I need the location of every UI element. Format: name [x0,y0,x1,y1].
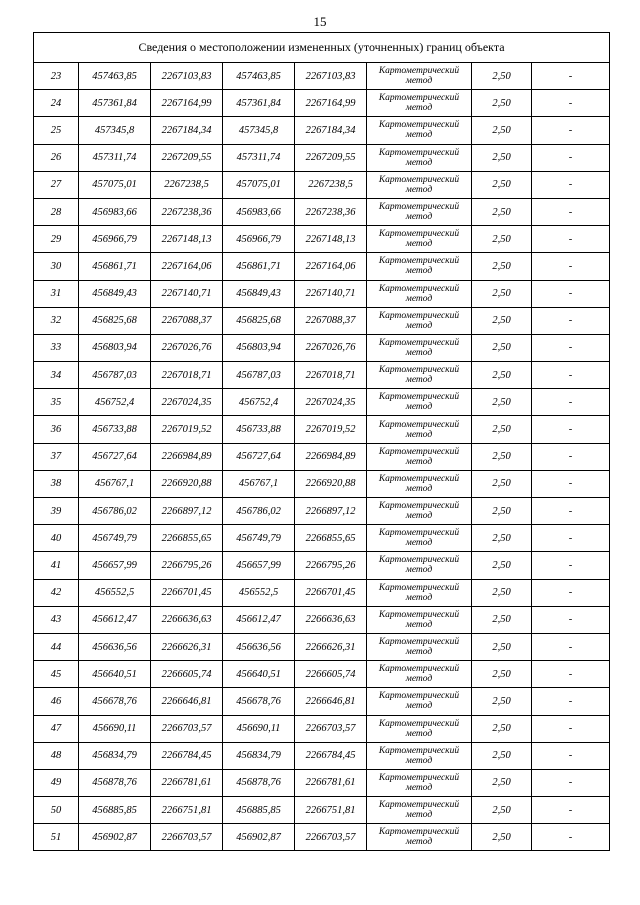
method-cell: Картометрический метод [367,633,472,660]
accuracy-cell: 2,50 [472,171,532,198]
accuracy-cell: 2,50 [472,362,532,389]
y-refined-cell: 2267103,83 [295,63,367,90]
table-row [34,824,610,851]
y-refined-cell: 2266646,81 [295,688,367,715]
x-refined-cell: 457463,85 [223,63,295,90]
x-refined-cell: 456803,94 [223,334,295,361]
x-refined-cell: 456612,47 [223,606,295,633]
note-cell: - [532,552,610,579]
y-refined-cell: 2267238,36 [295,198,367,225]
table-row [34,715,610,742]
note-cell: - [532,797,610,824]
note-cell: - [532,63,610,90]
y-existing-cell: 2267019,52 [151,416,223,443]
table-row [34,362,610,389]
method-cell: Картометрический метод [367,742,472,769]
note-cell: - [532,198,610,225]
point-number-cell: 29 [34,226,79,253]
y-existing-cell: 2266605,74 [151,661,223,688]
table-row [34,606,610,633]
x-refined-cell: 456752,4 [223,389,295,416]
point-number-cell: 27 [34,171,79,198]
table-row [34,63,610,90]
point-number-cell: 46 [34,688,79,715]
table-row [34,769,610,796]
method-cell: Картометрический метод [367,307,472,334]
accuracy-cell: 2,50 [472,552,532,579]
x-refined-cell: 457075,01 [223,171,295,198]
point-number-cell: 32 [34,307,79,334]
point-number-cell: 51 [34,824,79,851]
note-cell: - [532,416,610,443]
x-refined-cell: 456767,1 [223,470,295,497]
accuracy-cell: 2,50 [472,769,532,796]
x-existing-cell: 457311,74 [79,144,151,171]
method-cell: Картометрический метод [367,715,472,742]
method-cell: Картометрический метод [367,198,472,225]
accuracy-cell: 2,50 [472,90,532,117]
table-title: Сведения о местоположении измененных (уточненных) границ объекта [34,33,610,63]
x-existing-cell: 456849,43 [79,280,151,307]
x-refined-cell: 456861,71 [223,253,295,280]
point-number-cell: 45 [34,661,79,688]
x-existing-cell: 456787,03 [79,362,151,389]
method-cell: Картометрический метод [367,253,472,280]
x-existing-cell: 456733,88 [79,416,151,443]
x-refined-cell: 456966,79 [223,226,295,253]
note-cell: - [532,688,610,715]
x-refined-cell: 456825,68 [223,307,295,334]
x-refined-cell: 456733,88 [223,416,295,443]
table-row [34,552,610,579]
accuracy-cell: 2,50 [472,824,532,851]
method-cell: Картометрический метод [367,362,472,389]
point-number-cell: 28 [34,198,79,225]
method-cell: Картометрический метод [367,470,472,497]
point-number-cell: 36 [34,416,79,443]
accuracy-cell: 2,50 [472,715,532,742]
x-existing-cell: 456983,66 [79,198,151,225]
y-refined-cell: 2267140,71 [295,280,367,307]
y-refined-cell: 2266701,45 [295,579,367,606]
note-cell: - [532,824,610,851]
y-refined-cell: 2266855,65 [295,525,367,552]
point-number-cell: 40 [34,525,79,552]
method-cell: Картометрический метод [367,63,472,90]
point-number-cell: 24 [34,90,79,117]
point-number-cell: 26 [34,144,79,171]
x-existing-cell: 456803,94 [79,334,151,361]
method-cell: Картометрический метод [367,525,472,552]
y-existing-cell: 2266701,45 [151,579,223,606]
y-existing-cell: 2266795,26 [151,552,223,579]
method-cell: Картометрический метод [367,117,472,144]
x-refined-cell: 456834,79 [223,742,295,769]
x-existing-cell: 456861,71 [79,253,151,280]
y-refined-cell: 2266636,63 [295,606,367,633]
table-row [34,280,610,307]
method-cell: Картометрический метод [367,334,472,361]
y-refined-cell: 2267018,71 [295,362,367,389]
y-refined-cell: 2267026,76 [295,334,367,361]
x-existing-cell: 457361,84 [79,90,151,117]
accuracy-cell: 2,50 [472,579,532,606]
y-existing-cell: 2266897,12 [151,498,223,525]
note-cell: - [532,715,610,742]
x-existing-cell: 456834,79 [79,742,151,769]
x-existing-cell: 456640,51 [79,661,151,688]
x-existing-cell: 456612,47 [79,606,151,633]
y-existing-cell: 2267088,37 [151,307,223,334]
point-number-cell: 38 [34,470,79,497]
accuracy-cell: 2,50 [472,688,532,715]
x-refined-cell: 456902,87 [223,824,295,851]
method-cell: Картометрический метод [367,280,472,307]
y-refined-cell: 2267019,52 [295,416,367,443]
point-number-cell: 39 [34,498,79,525]
accuracy-cell: 2,50 [472,144,532,171]
accuracy-cell: 2,50 [472,443,532,470]
table-row [34,171,610,198]
table-row [34,797,610,824]
point-number-cell: 48 [34,742,79,769]
note-cell: - [532,498,610,525]
point-number-cell: 42 [34,579,79,606]
accuracy-cell: 2,50 [472,470,532,497]
note-cell: - [532,171,610,198]
y-refined-cell: 2266605,74 [295,661,367,688]
point-number-cell: 34 [34,362,79,389]
x-existing-cell: 456885,85 [79,797,151,824]
y-refined-cell: 2266795,26 [295,552,367,579]
accuracy-cell: 2,50 [472,334,532,361]
y-existing-cell: 2267148,13 [151,226,223,253]
note-cell: - [532,362,610,389]
y-existing-cell: 2266646,81 [151,688,223,715]
y-existing-cell: 2266703,57 [151,824,223,851]
accuracy-cell: 2,50 [472,63,532,90]
x-refined-cell: 456786,02 [223,498,295,525]
accuracy-cell: 2,50 [472,633,532,660]
method-cell: Картометрический метод [367,769,472,796]
table-row [34,416,610,443]
x-existing-cell: 457075,01 [79,171,151,198]
y-existing-cell: 2267238,36 [151,198,223,225]
y-refined-cell: 2266781,61 [295,769,367,796]
note-cell: - [532,606,610,633]
method-cell: Картометрический метод [367,389,472,416]
y-refined-cell: 2266784,45 [295,742,367,769]
x-existing-cell: 457463,85 [79,63,151,90]
accuracy-cell: 2,50 [472,797,532,824]
point-number-cell: 50 [34,797,79,824]
x-existing-cell: 456749,79 [79,525,151,552]
accuracy-cell: 2,50 [472,661,532,688]
method-cell: Картометрический метод [367,797,472,824]
point-number-cell: 25 [34,117,79,144]
method-cell: Картометрический метод [367,661,472,688]
note-cell: - [532,253,610,280]
point-number-cell: 30 [34,253,79,280]
y-existing-cell: 2267164,99 [151,90,223,117]
y-existing-cell: 2266784,45 [151,742,223,769]
y-refined-cell: 2267088,37 [295,307,367,334]
table-row [34,198,610,225]
table-row [34,579,610,606]
y-existing-cell: 2267184,34 [151,117,223,144]
y-refined-cell: 2267238,5 [295,171,367,198]
x-refined-cell: 456552,5 [223,579,295,606]
point-number-cell: 35 [34,389,79,416]
accuracy-cell: 2,50 [472,606,532,633]
x-refined-cell: 456640,51 [223,661,295,688]
y-existing-cell: 2267026,76 [151,334,223,361]
table-row [34,633,610,660]
y-existing-cell: 2266855,65 [151,525,223,552]
x-refined-cell: 456678,76 [223,688,295,715]
table-row [34,226,610,253]
x-existing-cell: 456767,1 [79,470,151,497]
point-number-cell: 49 [34,769,79,796]
accuracy-cell: 2,50 [472,307,532,334]
x-refined-cell: 456787,03 [223,362,295,389]
y-existing-cell: 2267164,06 [151,253,223,280]
point-number-cell: 23 [34,63,79,90]
note-cell: - [532,117,610,144]
y-existing-cell: 2267238,5 [151,171,223,198]
x-existing-cell: 456690,11 [79,715,151,742]
accuracy-cell: 2,50 [472,253,532,280]
table-body [34,63,610,851]
method-cell: Картометрический метод [367,416,472,443]
accuracy-cell: 2,50 [472,742,532,769]
method-cell: Картометрический метод [367,579,472,606]
point-number-cell: 41 [34,552,79,579]
x-refined-cell: 456636,56 [223,633,295,660]
point-number-cell: 47 [34,715,79,742]
y-refined-cell: 2267209,55 [295,144,367,171]
y-existing-cell: 2267018,71 [151,362,223,389]
y-existing-cell: 2267140,71 [151,280,223,307]
table-row [34,144,610,171]
note-cell: - [532,633,610,660]
note-cell: - [532,525,610,552]
point-number-cell: 44 [34,633,79,660]
y-refined-cell: 2267164,06 [295,253,367,280]
note-cell: - [532,307,610,334]
boundary-table [33,32,610,851]
note-cell: - [532,742,610,769]
y-refined-cell: 2266703,57 [295,824,367,851]
table-row [34,334,610,361]
x-refined-cell: 456727,64 [223,443,295,470]
x-existing-cell: 456752,4 [79,389,151,416]
table-row [34,742,610,769]
x-existing-cell: 456878,76 [79,769,151,796]
table-row [34,117,610,144]
y-refined-cell: 2266984,89 [295,443,367,470]
method-cell: Картометрический метод [367,688,472,715]
method-cell: Картометрический метод [367,443,472,470]
page-number: 15 [313,14,327,29]
y-refined-cell: 2267024,35 [295,389,367,416]
y-existing-cell: 2266626,31 [151,633,223,660]
y-refined-cell: 2266703,57 [295,715,367,742]
y-refined-cell: 2266920,88 [295,470,367,497]
table-row [34,688,610,715]
x-refined-cell: 457361,84 [223,90,295,117]
note-cell: - [532,661,610,688]
y-refined-cell: 2267164,99 [295,90,367,117]
x-existing-cell: 457345,8 [79,117,151,144]
method-cell: Картометрический метод [367,606,472,633]
x-refined-cell: 456749,79 [223,525,295,552]
y-existing-cell: 2266636,63 [151,606,223,633]
x-refined-cell: 457345,8 [223,117,295,144]
method-cell: Картометрический метод [367,144,472,171]
y-refined-cell: 2266626,31 [295,633,367,660]
note-cell: - [532,226,610,253]
x-refined-cell: 456878,76 [223,769,295,796]
table-row [34,498,610,525]
table-row [34,443,610,470]
accuracy-cell: 2,50 [472,498,532,525]
note-cell: - [532,280,610,307]
x-existing-cell: 456727,64 [79,443,151,470]
table-row [34,525,610,552]
point-number-cell: 43 [34,606,79,633]
accuracy-cell: 2,50 [472,117,532,144]
x-refined-cell: 456849,43 [223,280,295,307]
y-existing-cell: 2266751,81 [151,797,223,824]
point-number-cell: 37 [34,443,79,470]
method-cell: Картометрический метод [367,498,472,525]
y-refined-cell: 2267184,34 [295,117,367,144]
point-number-cell: 31 [34,280,79,307]
y-existing-cell: 2267024,35 [151,389,223,416]
method-cell: Картометрический метод [367,552,472,579]
y-refined-cell: 2266897,12 [295,498,367,525]
note-cell: - [532,579,610,606]
y-existing-cell: 2266781,61 [151,769,223,796]
point-number-cell: 33 [34,334,79,361]
x-existing-cell: 456966,79 [79,226,151,253]
x-existing-cell: 456678,76 [79,688,151,715]
note-cell: - [532,470,610,497]
y-existing-cell: 2267209,55 [151,144,223,171]
x-existing-cell: 456825,68 [79,307,151,334]
method-cell: Картометрический метод [367,171,472,198]
note-cell: - [532,144,610,171]
table-row [34,470,610,497]
accuracy-cell: 2,50 [472,525,532,552]
method-cell: Картометрический метод [367,824,472,851]
x-existing-cell: 456636,56 [79,633,151,660]
y-refined-cell: 2267148,13 [295,226,367,253]
x-existing-cell: 456552,5 [79,579,151,606]
x-existing-cell: 456902,87 [79,824,151,851]
x-existing-cell: 456657,99 [79,552,151,579]
x-refined-cell: 456690,11 [223,715,295,742]
x-existing-cell: 456786,02 [79,498,151,525]
accuracy-cell: 2,50 [472,389,532,416]
note-cell: - [532,769,610,796]
note-cell: - [532,389,610,416]
method-cell: Картометрический метод [367,226,472,253]
x-refined-cell: 456657,99 [223,552,295,579]
table-row [34,661,610,688]
x-refined-cell: 456885,85 [223,797,295,824]
note-cell: - [532,90,610,117]
table-row [34,389,610,416]
x-refined-cell: 457311,74 [223,144,295,171]
note-cell: - [532,443,610,470]
accuracy-cell: 2,50 [472,198,532,225]
x-refined-cell: 456983,66 [223,198,295,225]
accuracy-cell: 2,50 [472,416,532,443]
table-row [34,90,610,117]
y-existing-cell: 2266703,57 [151,715,223,742]
table-row [34,253,610,280]
method-cell: Картометрический метод [367,90,472,117]
accuracy-cell: 2,50 [472,280,532,307]
y-existing-cell: 2267103,83 [151,63,223,90]
table-row [34,307,610,334]
y-existing-cell: 2266984,89 [151,443,223,470]
accuracy-cell: 2,50 [472,226,532,253]
note-cell: - [532,334,610,361]
y-existing-cell: 2266920,88 [151,470,223,497]
y-refined-cell: 2266751,81 [295,797,367,824]
